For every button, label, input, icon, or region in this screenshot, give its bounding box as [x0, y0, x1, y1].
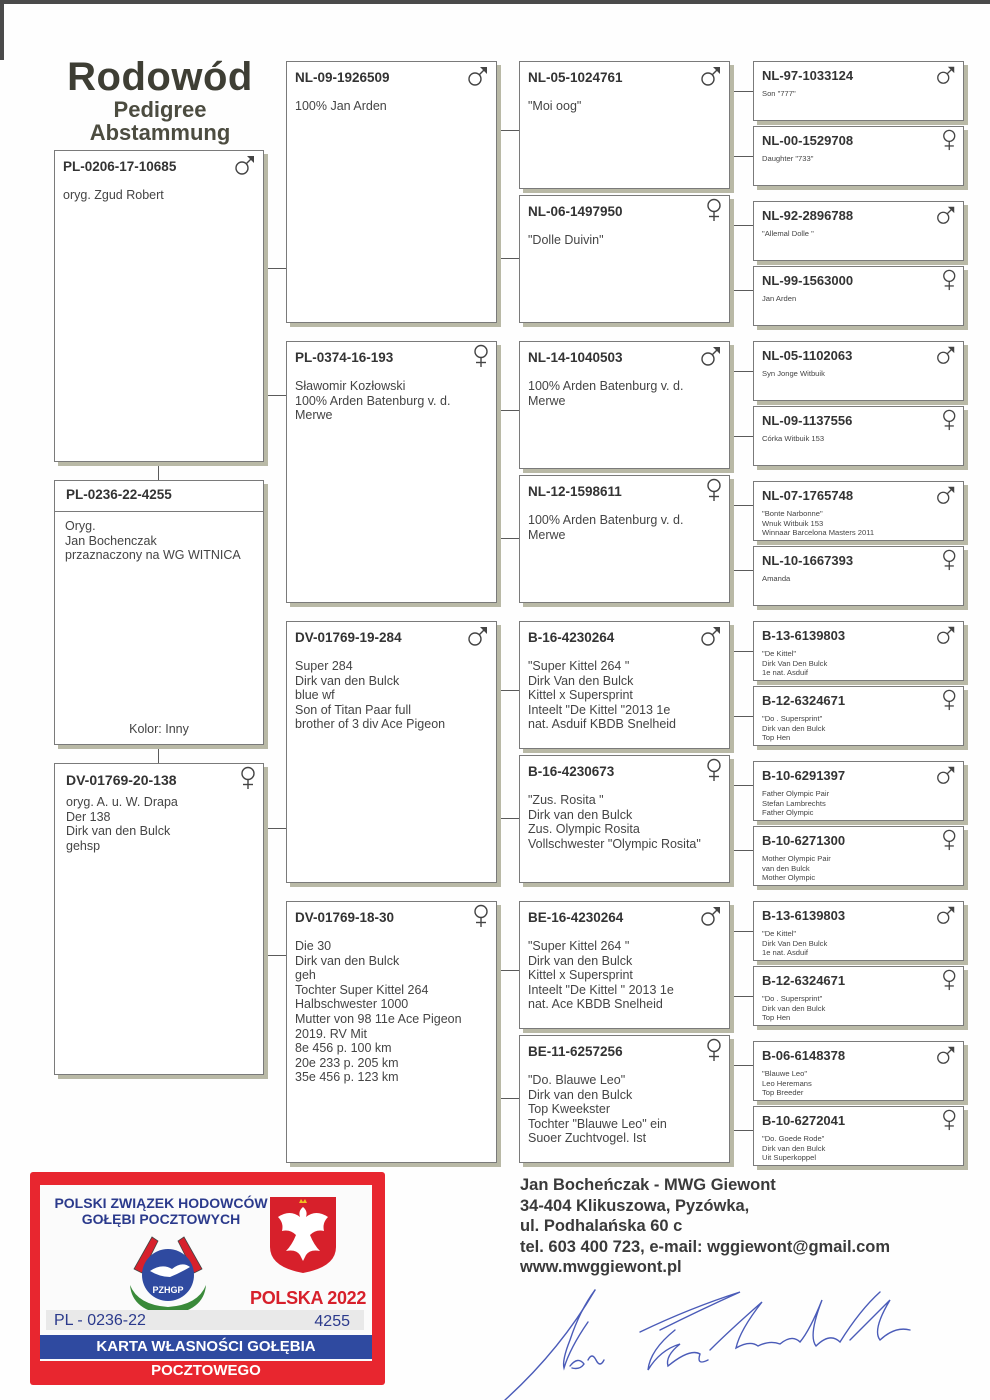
- pigeon-card: [753, 481, 964, 541]
- female-icon: [705, 198, 723, 222]
- pigeon-card: [753, 201, 964, 261]
- connector-line: [730, 505, 753, 506]
- organization-line-1: POLSKI ZWIĄZEK HODOWCÓW: [54, 1195, 268, 1211]
- connector-line: [730, 156, 753, 157]
- pigeon-card: [753, 901, 964, 961]
- pigeon-card: [753, 126, 964, 186]
- ring-number: BE-11-6257256: [528, 1044, 623, 1059]
- connector-line: [264, 828, 286, 829]
- female-icon: [941, 409, 958, 431]
- organization-name: [46, 1195, 276, 1227]
- ring-number: B-12-6324671: [762, 693, 846, 708]
- mother-card: [54, 763, 264, 1075]
- organization-line-2: GOŁĘBI POCZTOWYCH: [81, 1211, 241, 1227]
- female-icon: [472, 344, 490, 368]
- page-title: Rodowód: [67, 55, 253, 99]
- pzhgp-logo-icon: [112, 1229, 224, 1317]
- pigeon-notes: Daughter "733": [762, 154, 814, 163]
- pigeon-notes: Amanda: [762, 574, 791, 583]
- pigeon-notes: Die 30 Dirk van den Bulck geh Tochter Super Kittel 264 Halbschwester 1000 Mutter von 98 11e Ace Pigeon 2019. RV Mit 8e 456 p. 100 km 20e 233 p. 205 km 35e 456 p. 123 km: [295, 939, 462, 1085]
- connector-line: [158, 745, 159, 763]
- pigeon-notes: "Moi oog": [528, 99, 582, 113]
- title-german: Abstammung: [89, 120, 231, 145]
- male-icon: [935, 764, 957, 786]
- connector-line: [497, 410, 519, 411]
- male-icon: [699, 344, 723, 368]
- female-icon: [941, 129, 958, 151]
- connector-line: [497, 538, 519, 539]
- pigeon-card: [519, 621, 730, 749]
- male-icon: [935, 344, 957, 366]
- pigeon-notes: 100% Arden Batenburg v. d. Merwe: [528, 513, 684, 542]
- connector-line: [497, 818, 519, 819]
- title-block: [50, 56, 270, 144]
- connector-line: [730, 371, 753, 372]
- ring-number: NL-99-1563000: [762, 273, 854, 288]
- female-icon: [941, 829, 958, 851]
- connector-line: [730, 225, 753, 226]
- ring-number: NL-05-1102063: [762, 348, 853, 363]
- breeder-address-1: 34-404 Klikuszowa, Pyzówka,: [520, 1196, 750, 1215]
- pigeon-card: [753, 266, 964, 326]
- ring-number: DV-01769-20-138: [66, 772, 177, 788]
- ring-number: BE-16-4230264: [528, 910, 624, 925]
- pigeon-notes: Son "777": [762, 89, 796, 98]
- polish-eagle-emblem-icon: [268, 1195, 338, 1275]
- ring-number: NL-05-1024761: [528, 70, 623, 85]
- ring-number: NL-14-1040503: [528, 350, 623, 365]
- pigeon-notes: "De Kittel" Dirk Van Den Bulck 1e nat. Asduif: [762, 929, 828, 958]
- ring-number: DV-01769-18-30: [295, 910, 395, 925]
- ring-number: NL-09-1137556: [762, 413, 853, 428]
- connector-line: [264, 955, 286, 956]
- male-icon: [466, 64, 490, 88]
- card-title: KARTA WŁASNOŚCI GOŁĘBIA POCZTOWEGO: [40, 1335, 372, 1359]
- breeder-website-link[interactable]: www.mwggiewont.pl: [520, 1258, 682, 1276]
- pigeon-notes: Father Olympic Pair Stefan Lambrechts Father Olympic: [762, 789, 830, 818]
- ring-number: PL-0374-16-193: [295, 350, 394, 365]
- pigeon-notes: Sławomir Kozłowski 100% Arden Batenburg v. d. Merwe: [295, 379, 451, 423]
- female-icon: [941, 969, 958, 991]
- male-icon: [935, 1044, 957, 1066]
- subject-header: [55, 481, 263, 512]
- pigeon-card: [753, 341, 964, 401]
- pigeon-notes: "Do. Goede Rode" Dirk van den Bulck Uit Superkoppel: [762, 1134, 826, 1163]
- pigeon-card: [519, 475, 730, 603]
- breeder-address-2: ul. Podhalańska 60 c: [520, 1217, 683, 1235]
- connector-line: [730, 91, 753, 92]
- pigeon-card: [753, 406, 964, 466]
- connector-line: [264, 395, 286, 396]
- pigeon-notes: "Dolle Duivin": [528, 233, 604, 247]
- breeder-phone-email[interactable]: tel. 603 400 723, e-mail: wggiewont@gmail.com: [520, 1237, 891, 1256]
- pigeon-card: [286, 61, 497, 323]
- connector-line: [730, 785, 753, 786]
- female-icon: [705, 1038, 723, 1062]
- pigeon-card: [519, 1035, 730, 1163]
- handwritten-signature: [500, 1270, 970, 1400]
- pigeon-card: [753, 1041, 964, 1101]
- pigeon-notes: Super 284 Dirk van den Bulck blue wf Son of Titan Paar full brother of 3 div Ace Pigeon: [295, 659, 446, 732]
- pigeon-card: [519, 901, 730, 1029]
- male-icon: [233, 153, 257, 177]
- connector-line: [497, 690, 519, 691]
- pigeon-notes: Syn Jonge Witbuik: [762, 369, 825, 378]
- pigeon-card: [519, 755, 730, 883]
- ring-number: B-13-6139803: [762, 908, 846, 923]
- connector-line: [497, 1098, 519, 1099]
- ring-number: B-16-4230264: [528, 630, 615, 645]
- male-icon: [935, 64, 957, 86]
- pigeon-card: [519, 341, 730, 469]
- connector-line: [730, 1130, 753, 1131]
- pigeon-notes: "Super Kittel 264 " Dirk van den Bulck Kittel x Supersprint Inteelt "De Kittel " 2013 1e nat. Ace KBDB Snelheid: [528, 939, 674, 1012]
- ring-number: NL-92-2896788: [762, 208, 854, 223]
- connector-line: [730, 1065, 753, 1066]
- connector-line: [264, 268, 286, 269]
- male-icon: [935, 904, 957, 926]
- pigeon-card: [753, 966, 964, 1026]
- connector-line: [730, 996, 753, 997]
- breeder-contact: [520, 1175, 890, 1278]
- male-icon: [466, 624, 490, 648]
- pigeon-notes: Oryg. Jan Bochenczak przaznaczony na WG WITNICA: [65, 519, 241, 563]
- male-icon: [935, 484, 957, 506]
- ownership-card-inner: [40, 1185, 372, 1379]
- color-label: Kolor: Inny: [129, 722, 189, 736]
- card-ring-prefix: PL - 0236-22: [54, 1312, 146, 1329]
- breeder-name: Jan Bocheńczak - MWG Giewont: [520, 1176, 776, 1194]
- pigeon-notes: oryg. A. u. W. Drapa Der 138 Dirk van den Bulck gehsp: [66, 795, 178, 853]
- ring-number: PL-0206-17-10685: [63, 159, 177, 174]
- pigeon-notes: "De Kittel" Dirk Van Den Bulck 1e nat. Asduif: [762, 649, 828, 678]
- ring-number: B-12-6324671: [762, 973, 846, 988]
- connector-line: [730, 850, 753, 851]
- pigeon-notes: oryg. Zgud Robert: [63, 188, 164, 202]
- female-icon: [941, 1109, 958, 1131]
- pigeon-card: [753, 1106, 964, 1166]
- male-icon: [935, 204, 957, 226]
- ring-number: NL-06-1497950: [528, 204, 623, 219]
- connector-line: [730, 436, 753, 437]
- ring-number: B-10-6291397: [762, 768, 846, 783]
- pigeon-card: [753, 546, 964, 606]
- pigeon-notes: Jan Arden: [762, 294, 797, 303]
- pigeon-card: [286, 901, 497, 1163]
- pigeon-notes: "Do. Blauwe Leo" Dirk van den Bulck Top Kweekster Tochter "Blauwe Leo" ein Suoer Zuchtvogel. Ist: [528, 1073, 667, 1146]
- pigeon-notes: Córka Witbuik 153: [762, 434, 825, 443]
- pigeon-notes: "Allemal Dolle ": [762, 229, 814, 238]
- pigeon-card: [286, 341, 497, 603]
- ownership-card: [30, 1172, 385, 1385]
- title-english: Pedigree: [113, 97, 207, 122]
- pigeon-card: [753, 61, 964, 121]
- father-card: [54, 150, 264, 462]
- pigeon-notes: "Bonte Narbonne" Wnuk Witbuik 153 Winnaar Barcelona Masters 2011: [762, 509, 875, 538]
- connector-line: [730, 931, 753, 932]
- connector-line: [730, 716, 753, 717]
- connector-line: [730, 651, 753, 652]
- pigeon-notes: 100% Arden Batenburg v. d. Merwe: [528, 379, 684, 408]
- ring-number: PL-0236-22-4255: [66, 487, 172, 502]
- connector-line: [497, 258, 519, 259]
- connector-line: [158, 462, 159, 480]
- ring-number: DV-01769-19-284: [295, 630, 402, 645]
- ring-number: NL-97-1033124: [762, 68, 854, 83]
- male-icon: [935, 624, 957, 646]
- pigeon-card: [519, 61, 730, 189]
- country-year: POLSKA 2022: [250, 1288, 367, 1308]
- subject-card: [54, 480, 264, 745]
- pigeon-card: [286, 621, 497, 883]
- ring-number: B-13-6139803: [762, 628, 846, 643]
- female-icon: [705, 758, 723, 782]
- connector-line: [730, 570, 753, 571]
- connector-line: [730, 290, 753, 291]
- ring-number: B-10-6272041: [762, 1113, 846, 1128]
- pigeon-card: [753, 686, 964, 746]
- ring-number: NL-12-1598611: [528, 484, 622, 499]
- female-icon: [941, 269, 958, 291]
- ring-number: NL-07-1765748: [762, 488, 854, 503]
- card-ring-number: 4255: [314, 1313, 350, 1330]
- scan-border-left: [0, 0, 4, 60]
- ring-number: NL-10-1667393: [762, 553, 854, 568]
- male-icon: [699, 904, 723, 928]
- male-icon: [699, 624, 723, 648]
- female-icon: [941, 689, 958, 711]
- pigeon-card: [753, 761, 964, 821]
- pigeon-notes: "Blauwe Leo" Leo Heremans Top Breeder: [762, 1069, 812, 1098]
- ring-number: NL-00-1529708: [762, 133, 854, 148]
- pigeon-notes: Mother Olympic Pair van den Bulck Mother Olympic: [762, 854, 831, 883]
- male-icon: [699, 64, 723, 88]
- pigeon-notes: "Zus. Rosita " Dirk van den Bulck Zus. Olympic Rosita Vollschwester "Olympic Rosita": [528, 793, 701, 851]
- pigeon-notes: 100% Jan Arden: [295, 99, 387, 113]
- ring-number: NL-09-1926509: [295, 70, 390, 85]
- female-icon: [941, 549, 958, 571]
- pigeon-card: [519, 195, 730, 323]
- connector-line: [497, 130, 519, 131]
- scan-border-top: [0, 0, 990, 4]
- ring-number: B-16-4230673: [528, 764, 615, 779]
- logo-text: PZHGP: [152, 1285, 184, 1295]
- pigeon-notes: "Do . Supersprint" Dirk van den Bulck Top Hen: [762, 994, 826, 1023]
- female-icon: [472, 904, 490, 928]
- pigeon-notes: "Super Kittel 264 " Dirk Van den Bulck Kittel x Supersprint Inteelt "De Kittel "2013 1e nat. Asduif KBDB Snelheid: [528, 659, 677, 732]
- pigeon-card: [753, 826, 964, 886]
- female-icon: [705, 478, 723, 502]
- female-icon: [239, 766, 257, 790]
- connector-line: [497, 970, 519, 971]
- pigeon-card: [753, 621, 964, 681]
- ring-number: B-06-6148378: [762, 1048, 846, 1063]
- pigeon-notes: "Do . Supersprint" Dirk van den Bulck Top Hen: [762, 714, 826, 743]
- ring-number: B-10-6271300: [762, 833, 846, 848]
